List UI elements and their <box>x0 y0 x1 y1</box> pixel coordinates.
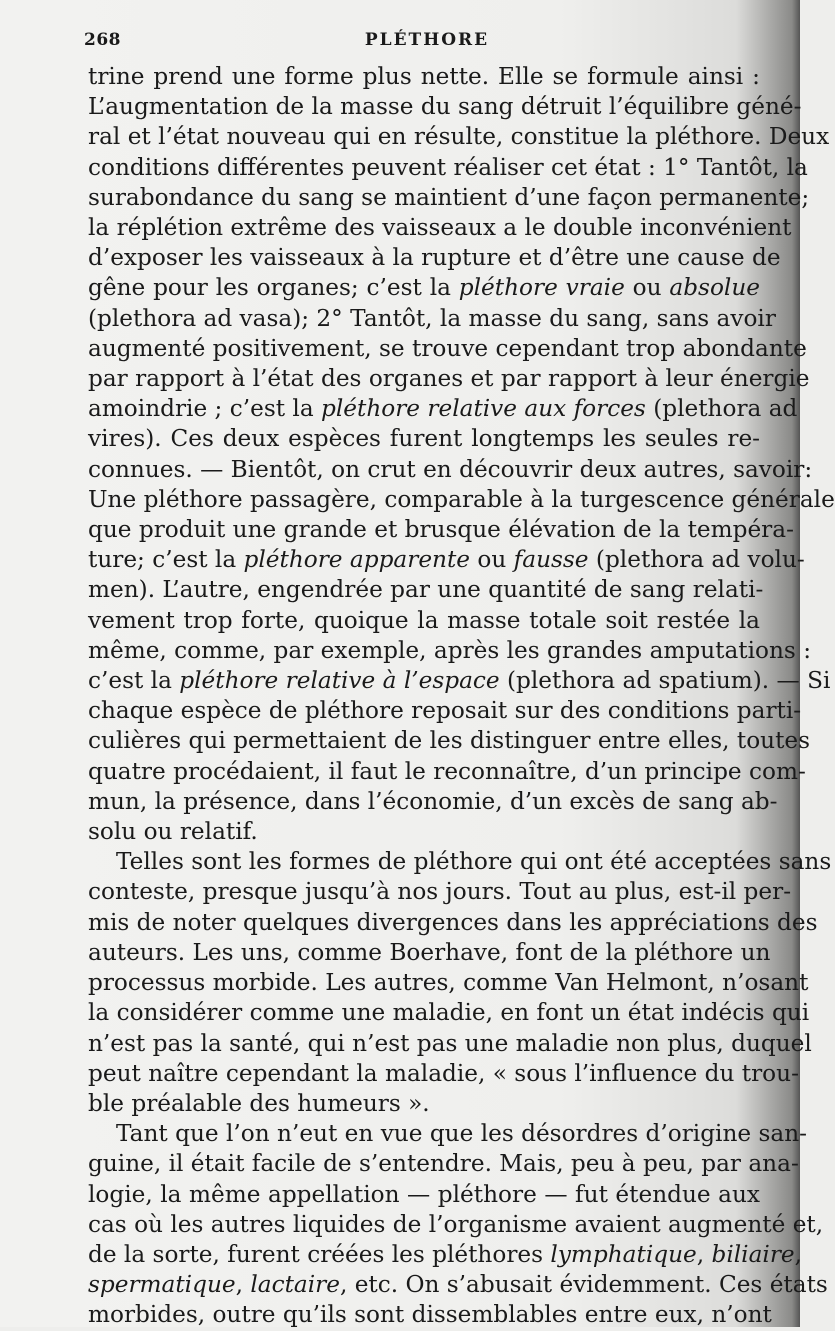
text-run: ture; c’est la <box>88 546 244 574</box>
text-line: augmenté positivement, se trouve cependant trop abondante <box>88 334 807 362</box>
text-run: , <box>235 1271 251 1299</box>
italic-term: lactaire <box>250 1271 340 1299</box>
text-line: culières qui permettaient de les distinguer entre elles, toutes <box>88 727 811 755</box>
text-line: par rapport à l’état des organes et par rapport à leur énergie <box>88 365 810 393</box>
italic-term: pléthore relative à l’espace <box>179 667 500 695</box>
page-header <box>84 30 760 60</box>
text-line: Tant que l’on n’eut en vue que les désordres d’origine san- <box>116 1120 807 1148</box>
text-line: solu ou relatif. <box>88 818 258 846</box>
text-line: la considérer comme une maladie, en font un état indécis qui <box>88 999 810 1027</box>
text-line: même, comme, par exemple, après les grandes amputations : <box>88 636 812 664</box>
italic-term: pléthore vraie <box>458 274 625 302</box>
text-line: L’augmentation de la masse du sang détruit l’équilibre géné- <box>88 93 802 121</box>
italic-term: biliaire <box>711 1240 795 1268</box>
italic-term: pléthore apparente <box>243 546 471 574</box>
italic-term: fausse <box>513 546 589 574</box>
text-line: morbides, outre qu’ils sont dissemblables entre eux, n’ont <box>88 1301 772 1329</box>
text-line <box>88 666 831 696</box>
text-line: d’exposer les vaisseaux à la rupture et d’être une cause de <box>88 244 781 272</box>
text-run: , <box>794 1240 803 1268</box>
text-line: auteurs. Les uns, comme Boerhave, font de la pléthore un <box>88 938 771 966</box>
text-line: surabondance du sang se maintient d’une façon permanente; <box>88 183 810 211</box>
text-run: c’est la <box>88 667 180 695</box>
text-line: n’est pas la santé, qui n’est pas une maladie non plus, duquel <box>88 1029 812 1057</box>
text-run: amoindrie ; c’est la <box>88 395 322 423</box>
text-line: ble préalable des humeurs ». <box>88 1089 430 1117</box>
text-line: mun, la présence, dans l’économie, d’un excès de sang ab- <box>88 787 778 815</box>
text-line <box>88 545 805 575</box>
text-line: processus morbide. Les autres, comme Van Helmont, n’osant <box>88 969 809 997</box>
running-title: PLÉTHORE <box>364 30 490 50</box>
text-line: la réplétion extrême des vaisseaux a le double inconvénient <box>88 214 792 242</box>
text-line <box>88 273 760 303</box>
text-run: (plethora ad <box>645 395 798 423</box>
text-line: mis de noter quelques divergences dans les appréciations des <box>88 908 818 936</box>
text-line: (plethora ad vasa); 2° Tantôt, la masse du sang, sans avoir <box>88 304 776 332</box>
text-line: quatre procédaient, il faut le reconnaître, d’un principe com- <box>88 757 806 785</box>
text-run: (plethora ad spatium). — Si <box>499 667 831 695</box>
text-line: trine prend une forme plus nette. Elle se formule ainsi : <box>88 63 760 90</box>
text-line: men). L’autre, engendrée par une quantité de sang relati- <box>88 576 764 604</box>
text-run: gêne pour les organes; c’est la <box>88 274 459 302</box>
text-line: logie, la même appellation — pléthore — fut étendue aux <box>88 1180 760 1208</box>
text-line: ral et l’état nouveau qui en résulte, constitue la pléthore. Deux <box>88 123 830 151</box>
italic-term: pléthore relative aux forces <box>321 395 646 423</box>
text-line <box>88 1240 803 1270</box>
text-line: conteste, presque jusqu’à nos jours. Tout au plus, est-il per- <box>88 878 792 906</box>
text-line: vement trop forte, quoique la masse totale soit restée la <box>88 606 760 634</box>
italic-term: lymphatique <box>550 1240 697 1268</box>
text-line: guine, il était facile de s’entendre. Mais, peu à peu, par ana- <box>88 1150 799 1178</box>
text-line: vires). Ces deux espèces furent longtemps les seules re- <box>88 425 760 453</box>
italic-term: spermatique <box>88 1271 236 1299</box>
text-run: , etc. On s’abusait évidemment. Ces états <box>339 1271 828 1299</box>
text-line: que produit une grande et brusque élévation de la tempéra- <box>88 516 794 544</box>
text-run: de la sorte, furent créées les pléthores <box>88 1240 551 1268</box>
text-line: cas où les autres liquides de l’organisme avaient augmenté et, <box>88 1210 824 1238</box>
body-text <box>88 62 835 1331</box>
page-number: 268 <box>84 30 121 50</box>
text-run: ou <box>624 274 670 302</box>
text-line: Telles sont les formes de pléthore qui ont été acceptées sans <box>116 848 832 876</box>
text-line: conditions différentes peuvent réaliser cet état : 1° Tantôt, la <box>88 153 808 181</box>
text-line: Une pléthore passagère, comparable à la turgescence générale <box>88 485 835 513</box>
italic-term: absolue <box>669 274 760 302</box>
text-run: , <box>696 1240 712 1268</box>
text-line: chaque espèce de pléthore reposait sur des conditions parti- <box>88 697 802 725</box>
text-run: (plethora ad volu- <box>588 546 805 574</box>
text-line <box>88 1270 828 1300</box>
text-line: connues. — Bientôt, on crut en découvrir deux autres, savoir: <box>88 455 813 483</box>
text-line: peut naître cependant la maladie, « sous l’influence du trou- <box>88 1059 799 1087</box>
text-line <box>88 394 798 424</box>
text-run: ou <box>470 546 514 574</box>
